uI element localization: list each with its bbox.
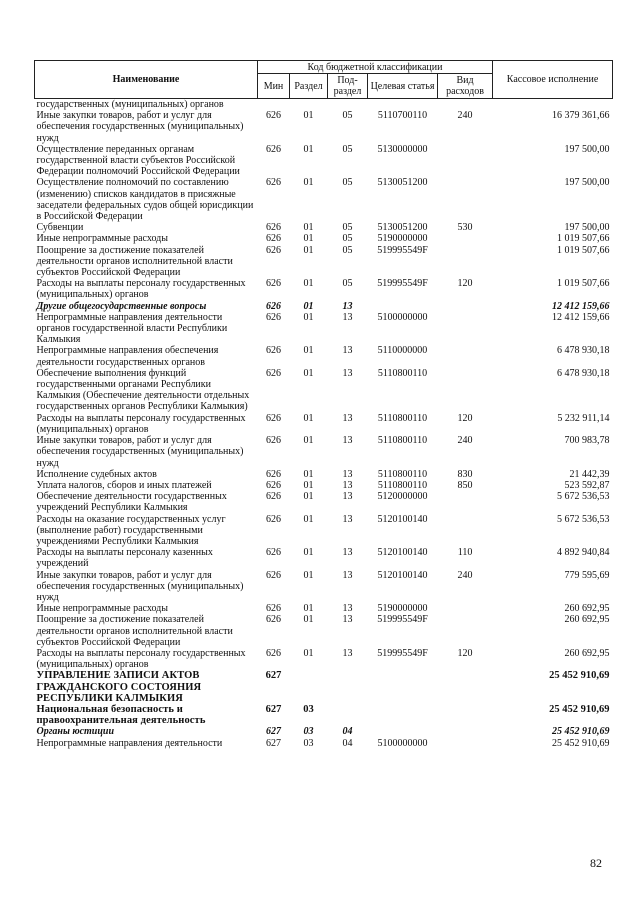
- cell-cel: 5110800110: [377, 479, 428, 491]
- cell-razd: 01: [303, 547, 314, 559]
- cell-min: 626: [266, 412, 281, 424]
- cell-cel: 5110700110: [377, 110, 428, 122]
- cell-min: 626: [266, 603, 281, 615]
- cell-cel: 5120000000: [377, 491, 428, 503]
- cell-sum: 197 500,00: [564, 222, 610, 234]
- cell-sum: 197 500,00: [564, 143, 610, 155]
- cell-cel: [368, 99, 438, 111]
- cell-pod: 13: [342, 367, 353, 379]
- cell-pod: 13: [342, 345, 353, 357]
- cell-min: 626: [266, 311, 281, 323]
- header-min: Мин: [258, 74, 290, 99]
- cell-pod: 13: [342, 513, 353, 525]
- cell-min: 626: [266, 569, 281, 581]
- cell-vid: [438, 514, 493, 548]
- cell-pod: 13: [342, 300, 353, 312]
- cell-pod: 13: [342, 412, 353, 424]
- table-row: [35, 435, 613, 469]
- cell-vid: [438, 614, 493, 648]
- cell-razd: 01: [303, 435, 314, 447]
- cell-sum: 12 412 159,66: [552, 311, 610, 323]
- cell-pod: 04: [342, 737, 353, 749]
- cell-name: Поощрение за достижение показателей деятельности органов исполнительной власти субъектов Российской Федерации: [36, 614, 233, 648]
- cell-min: 626: [266, 110, 281, 122]
- table-row: [35, 301, 613, 312]
- cell-min: 627: [265, 670, 282, 682]
- cell-sum: 25 452 910,69: [552, 726, 610, 738]
- cell-min: 626: [266, 479, 281, 491]
- cell-vid: [438, 603, 493, 614]
- cell-name: УПРАВЛЕНИЕ ЗАПИСИ АКТОВ ГРАЖДАНСКОГО СОСТОЯНИЯ РЕСПУБЛИКИ КАЛМЫКИЯ: [36, 670, 202, 704]
- cell-cel: [368, 726, 438, 737]
- table-row: [35, 726, 613, 737]
- cell-razd: 01: [303, 110, 314, 122]
- cell-vid: [438, 233, 493, 244]
- cell-cel: 519995549F: [377, 614, 428, 626]
- cell-pod: 13: [342, 491, 353, 503]
- table-row: [35, 738, 613, 749]
- cell-cel: 5190000000: [377, 603, 428, 615]
- cell-razd: 01: [303, 345, 314, 357]
- cell-sum: 21 442,39: [569, 468, 610, 480]
- cell-sum: 197 500,00: [564, 177, 610, 189]
- cell-min: 626: [266, 177, 281, 189]
- header-podrazdel: Под-раздел: [328, 74, 368, 99]
- table-row: [35, 570, 613, 604]
- table-row: [35, 670, 613, 704]
- table-row: [35, 614, 613, 648]
- table-row: [35, 177, 613, 222]
- cell-vid: [438, 345, 493, 367]
- cell-pod: 13: [342, 614, 353, 626]
- cell-vid: [438, 99, 493, 111]
- cell-cel: 519995549F: [377, 278, 428, 290]
- cell-name: Непрограммные направления обеспечения деятельности государственных органов: [36, 345, 219, 368]
- cell-razd: 01: [303, 614, 314, 626]
- cell-name: государственных (муниципальных) органов: [36, 99, 224, 110]
- cell-cel: 519995549F: [377, 244, 428, 256]
- cell-name: Уплата налогов, сборов и иных платежей: [36, 479, 212, 491]
- cell-sum: 700 983,78: [564, 435, 610, 447]
- cell-vid: 120: [457, 412, 473, 424]
- cell-pod: [328, 99, 368, 111]
- cell-cel: 5130000000: [377, 143, 428, 155]
- cell-razd: 01: [303, 311, 314, 323]
- cell-razd: 01: [303, 177, 314, 189]
- cell-min: 626: [266, 300, 281, 312]
- cell-sum: 25 452 910,69: [549, 703, 610, 715]
- cell-vid: 240: [457, 569, 473, 581]
- cell-vid: 120: [457, 647, 473, 659]
- cell-name: Иные закупки товаров, работ и услуг для обеспечения государственных (муниципальных) нужд: [36, 569, 244, 603]
- cell-vid: 110: [457, 547, 473, 559]
- header-vid: Вид расходов: [438, 74, 493, 99]
- cell-name: Органы юстиции: [36, 726, 115, 738]
- cell-min: 626: [266, 435, 281, 447]
- cell-cel: 5120100140: [377, 513, 428, 525]
- table-row: [35, 514, 613, 548]
- cell-cel: 5110000000: [377, 345, 428, 357]
- cell-vid: 530: [457, 222, 473, 234]
- cell-sum: 12 412 159,66: [552, 300, 610, 312]
- cell-sum: 260 692,95: [564, 603, 610, 615]
- cell-name: Расходы на выплаты персоналу государственных (муниципальных) органов: [36, 412, 246, 435]
- table-row: [35, 547, 613, 569]
- cell-cel: 5110800110: [377, 412, 428, 424]
- cell-cel: 5190000000: [377, 233, 428, 245]
- cell-vid: [438, 312, 493, 346]
- cell-min: 626: [266, 513, 281, 525]
- cell-sum: 4 892 940,84: [557, 547, 610, 559]
- cell-name: Расходы на выплаты персоналу государственных (муниципальных) органов: [36, 647, 246, 671]
- cell-razd: [290, 99, 328, 111]
- budget-table: [34, 60, 613, 749]
- cell-cel: 5110800110: [377, 468, 428, 480]
- cell-min: 626: [266, 547, 281, 559]
- table-row: [35, 648, 613, 670]
- cell-pod: 05: [342, 233, 353, 245]
- cell-min: 626: [266, 244, 281, 256]
- cell-sum: 6 478 930,18: [557, 345, 610, 357]
- cell-razd: 03: [303, 726, 314, 738]
- cell-sum: 779 595,69: [564, 569, 610, 581]
- table-row: [35, 368, 613, 413]
- table-row: [35, 233, 613, 244]
- cell-cel: 5130051200: [377, 222, 428, 234]
- cell-razd: 01: [303, 491, 314, 503]
- cell-vid: 830: [457, 468, 473, 480]
- cell-razd: 01: [303, 468, 314, 480]
- cell-sum: 1 019 507,66: [557, 278, 610, 290]
- cell-name: Субвенции: [36, 222, 84, 234]
- cell-vid: [438, 738, 493, 749]
- cell-min: 626: [266, 143, 281, 155]
- cell-razd: 01: [303, 278, 314, 290]
- cell-cel: 5110800110: [377, 435, 428, 447]
- cell-razd: 01: [303, 479, 314, 491]
- cell-name: Поощрение за достижение показателей деятельности органов исполнительной власти субъектов Российской Федерации: [36, 244, 233, 279]
- cell-pod: [328, 704, 368, 726]
- cell-vid: 120: [457, 278, 473, 290]
- cell-min: 626: [266, 278, 281, 290]
- cell-vid: [438, 704, 493, 726]
- cell-pod: 13: [342, 479, 353, 491]
- cell-name: Национальная безопасность и правоохранительная деятельность: [36, 703, 206, 727]
- cell-vid: [438, 144, 493, 178]
- cell-min: 626: [266, 614, 281, 626]
- table-row: [35, 480, 613, 491]
- cell-vid: [438, 368, 493, 413]
- table-row: [35, 110, 613, 144]
- cell-sum: 25 452 910,69: [552, 737, 610, 749]
- cell-pod: 05: [342, 177, 353, 189]
- table-row: [35, 144, 613, 178]
- cell-sum: 6 478 930,18: [557, 367, 610, 379]
- cell-pod: 13: [342, 311, 353, 323]
- cell-pod: 13: [342, 603, 353, 615]
- cell-razd: 01: [303, 647, 314, 659]
- table-row: [35, 278, 613, 300]
- cell-name: Другие общегосударственные вопросы: [36, 300, 207, 312]
- cell-sum: 1 019 507,66: [557, 244, 610, 256]
- header-celevaya: Целевая статья: [368, 74, 438, 99]
- cell-vid: [438, 670, 493, 704]
- cell-name: Иные закупки товаров, работ и услуг для обеспечения государственных (муниципальных) нужд: [36, 435, 244, 469]
- header-name: Наименование: [35, 61, 258, 99]
- cell-pod: [328, 670, 368, 704]
- table-row: [35, 99, 613, 111]
- cell-vid: [438, 177, 493, 222]
- table-row: [35, 245, 613, 279]
- cell-sum: 25 452 910,69: [549, 670, 610, 682]
- cell-pod: 13: [342, 547, 353, 559]
- cell-pod: 13: [342, 468, 353, 480]
- cell-vid: 240: [457, 435, 473, 447]
- cell-vid: [438, 726, 493, 737]
- cell-cel: 5110800110: [377, 367, 428, 379]
- table-row: [35, 491, 613, 513]
- table-row: [35, 222, 613, 233]
- cell-name: Иные непрограммные расходы: [36, 233, 168, 245]
- cell-name: Осуществление переданных органам государственной власти субъектов Российской Федерации полномочий Российской Федерации: [36, 143, 240, 178]
- cell-name: Исполнение судебных актов: [36, 468, 157, 480]
- table-header: [35, 61, 613, 99]
- cell-cel: 519995549F: [377, 647, 428, 659]
- cell-razd: 01: [303, 244, 314, 256]
- cell-name: Расходы на выплаты персоналу казенных учреждений: [36, 547, 213, 570]
- cell-pod: 04: [342, 726, 353, 738]
- cell-cel: [368, 301, 438, 312]
- table-row: [35, 312, 613, 346]
- cell-razd: [290, 670, 328, 704]
- cell-razd: 01: [303, 569, 314, 581]
- cell-cel: 5120100140: [377, 547, 428, 559]
- cell-sum: 5 232 911,14: [557, 412, 610, 424]
- header-code-group: Код бюджетной классификации: [258, 61, 493, 74]
- cell-sum: 5 672 536,53: [557, 491, 610, 503]
- cell-min: 626: [266, 367, 281, 379]
- cell-pod: 05: [342, 222, 353, 234]
- cell-razd: 03: [303, 703, 314, 715]
- cell-sum: 16 379 361,66: [552, 110, 610, 122]
- cell-min: 627: [266, 737, 281, 749]
- cell-razd: 01: [303, 603, 314, 615]
- cell-name: Обеспечение деятельности государственных учреждений Республики Калмыкия: [36, 491, 227, 514]
- cell-sum: 5 672 536,53: [557, 513, 610, 525]
- table-body: [35, 99, 613, 749]
- header-razdel: Раздел: [290, 74, 328, 99]
- cell-pod: 05: [342, 244, 353, 256]
- cell-sum: [493, 99, 613, 111]
- cell-name: Расходы на оказание государственных услуг (выполнение работ) государственными учреждениями Республики Калмыкия: [36, 513, 226, 547]
- cell-vid: [438, 491, 493, 513]
- cell-min: 627: [266, 726, 281, 738]
- header-kassa: Кассовое исполнение: [493, 61, 613, 99]
- cell-vid: 850: [457, 479, 473, 491]
- cell-vid: 240: [457, 110, 473, 122]
- cell-razd: 01: [303, 143, 314, 155]
- table-row: [35, 345, 613, 367]
- cell-sum: 260 692,95: [564, 647, 610, 659]
- cell-sum: 1 019 507,66: [557, 233, 610, 245]
- cell-min: [258, 99, 290, 111]
- cell-cel: 5100000000: [377, 737, 428, 749]
- cell-sum: 260 692,95: [564, 614, 610, 626]
- cell-cel: [368, 670, 438, 704]
- cell-cel: 5120100140: [377, 569, 428, 581]
- cell-name: Непрограммные направления деятельности: [36, 737, 223, 749]
- cell-pod: 13: [342, 647, 353, 659]
- cell-razd: 01: [303, 412, 314, 424]
- cell-pod: 13: [342, 569, 353, 581]
- cell-min: 626: [266, 468, 281, 480]
- cell-min: 626: [266, 345, 281, 357]
- cell-pod: 05: [342, 143, 353, 155]
- cell-min: 626: [266, 491, 281, 503]
- cell-razd: 01: [303, 222, 314, 234]
- page-number: 82: [590, 856, 602, 870]
- cell-razd: 01: [303, 367, 314, 379]
- cell-vid: [438, 301, 493, 312]
- cell-name: Иные непрограммные расходы: [36, 603, 168, 615]
- cell-razd: 01: [303, 300, 314, 312]
- cell-min: 627: [265, 703, 282, 715]
- cell-name: Иные закупки товаров, работ и услуг для обеспечения государственных (муниципальных) нужд: [36, 110, 244, 144]
- cell-razd: 01: [303, 233, 314, 245]
- cell-name: Расходы на выплаты персоналу государственных (муниципальных) органов: [36, 278, 246, 301]
- table-row: [35, 469, 613, 480]
- cell-cel: 5100000000: [377, 311, 428, 323]
- cell-min: 626: [266, 233, 281, 245]
- cell-vid: [438, 245, 493, 279]
- cell-min: 626: [266, 647, 281, 659]
- table-row: [35, 603, 613, 614]
- cell-sum: 523 592,87: [564, 479, 610, 491]
- cell-cel: [368, 704, 438, 726]
- cell-pod: 05: [342, 110, 353, 122]
- cell-razd: 03: [303, 737, 314, 749]
- cell-cel: 5130051200: [377, 177, 428, 189]
- cell-pod: 13: [342, 435, 353, 447]
- cell-name: Обеспечение выполнения функций государственными органами Республики Калмыкия (Обеспечение деятельности отдельных государственных органов Республики Калмыкия): [36, 367, 250, 413]
- table-row: [35, 413, 613, 435]
- cell-pod: 05: [342, 278, 353, 290]
- cell-name: Непрограммные направления деятельности органов государственной власти Республики Калмыкия: [36, 311, 228, 346]
- table-row: [35, 704, 613, 726]
- cell-razd: 01: [303, 513, 314, 525]
- cell-name: Осуществление полномочий по составлению (изменению) списков кандидатов в присяжные заседатели федеральных судов общей юрисдикции в Российской Федерации: [36, 177, 254, 223]
- cell-min: 626: [266, 222, 281, 234]
